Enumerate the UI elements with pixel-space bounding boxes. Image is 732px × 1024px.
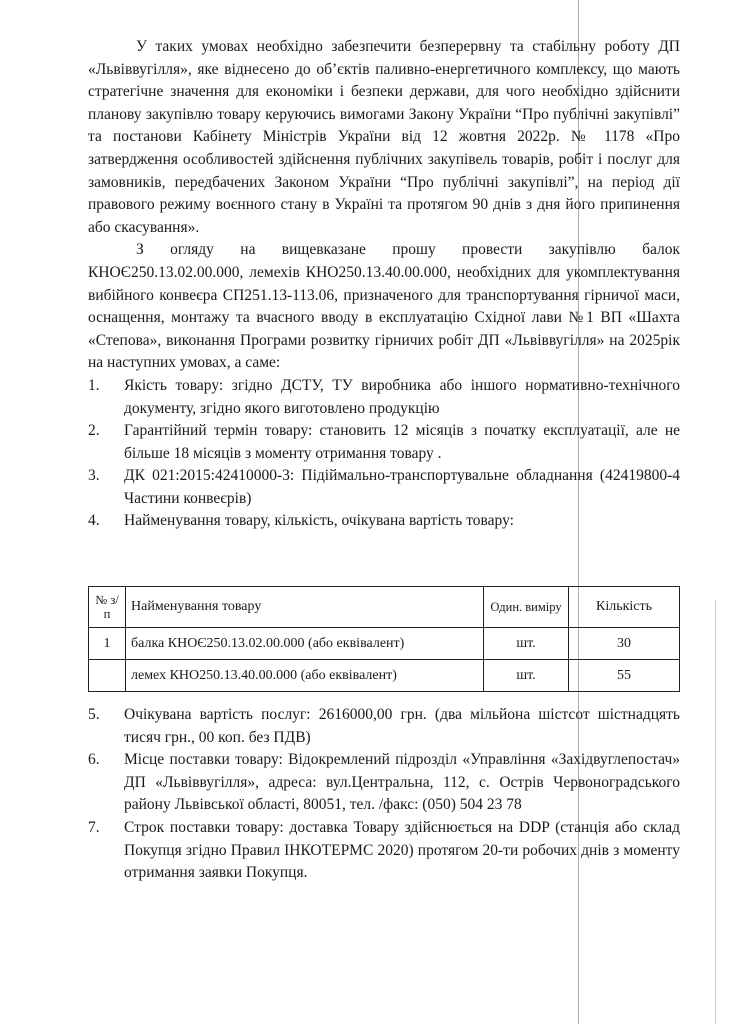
header-num: № з/п (89, 587, 126, 628)
list-text: Якість товару: згідно ДСТУ, ТУ виробника або іншого нормативно-технічного документу, згідно якого виготовлено продукцію (124, 376, 680, 417)
row-qty: 30 (569, 628, 680, 660)
row-name: балка КНОЄ250.13.02.00.000 (або еквівалент) (126, 628, 484, 660)
row-unit: шт. (484, 628, 569, 660)
list-item-5 (88, 704, 680, 749)
list-item-3 (88, 465, 680, 510)
list-item-7 (88, 817, 680, 885)
row-unit: шт. (484, 660, 569, 692)
row-name: лемех КНО250.13.40.00.000 (або еквівалент) (126, 660, 484, 692)
intro-paragraph-2: З огляду на вищевказане прошу провести закупівлю балок КНОЄ250.13.02.00.000, лемехів КНО250.13.40.00.000, необхідних для укомплектування вибійного конвеєра СП251.13-113.06, призначеного для транспортування гірничої маси, оснащення, монтажу та вчасного вводу в експлуатацію Східної лави №1 ВП «Шахта «Степова», виконання Програми розвитку гірничих робіт ДП «Львіввугілля» на 2025рік на наступних умовах, а саме: (88, 241, 680, 372)
list-number: 6. (88, 751, 100, 769)
goods-table (88, 586, 680, 692)
list-item-1 (88, 375, 680, 420)
header-qty: Кількість (569, 587, 680, 628)
list-text: Найменування товару, кількість, очікувана вартість товару: (124, 512, 514, 530)
list-text: Строк поставки товару: доставка Товару здійснюється на DDP (станція або склад Покупця згідно Правил ІНКОТЕРМС 2020) протягом 20-ти робочих днів з моменту отримання заявки Покупця. (124, 818, 680, 882)
header-unit: Один. виміру (484, 587, 569, 628)
list-number: 5. (88, 706, 100, 723)
list-number: 7. (88, 818, 100, 836)
upper-text-block (88, 36, 680, 533)
list-number: 2. (88, 422, 100, 440)
row-num (89, 660, 126, 692)
list-item-6 (88, 749, 680, 817)
intro-paragraph-1: У таких умовах необхідно забезпечити безперервну та стабільну роботу ДП «Львіввугілля», яке віднесено до об’єктів паливно-енергетичного комплексу, що мають стратегічне значення для економіки і безпеки держави, для чого необхідно здійснити планову закупівлю товару керуючись вимогами Закону України “Про публічні закупівлі” та постанови Кабінету Міністрів України від 12 жовтня 2022р. № 1178 «Про затвердження особливостей здійснення публічних закупівель товарів, робіт і послуг для замовників, передбачених Законом України “Про публічні закупівлі”, на період дії правового режиму воєнного стану в Україні та протягом 90 днів з дня його припинення або скасування». (88, 38, 680, 236)
header-name: Найменування товару (126, 587, 484, 628)
row-qty: 55 (569, 660, 680, 692)
table-row (89, 628, 680, 660)
table-header-row (89, 587, 680, 628)
list-text: Очікувана вартість послуг: 2616000,00 грн. (два мільйона шістсот шістнадцять тисяч грн., 00 коп. без ПДВ) (124, 706, 680, 746)
lower-text-block (88, 704, 680, 885)
list-text: Гарантійний термін товару: становить 12 місяців з початку експлуатації, але не більше 18 місяців з моменту отримання товару . (124, 422, 680, 462)
list-item-2 (88, 420, 680, 465)
list-text: ДК 021:2015:42410000-3: Підіймально-транспортувальне обладнання (42419800-4 Частини конвеєрів) (124, 467, 680, 507)
list-text: Місце поставки товару: Відокремлений підрозділ «Управління «Західвуглепостач» ДП «Львіввугілля», адреса: вул.Центральна, 112, с. Острів Червоноградського району Львівської області, 80051, тел. /факс: (050) 504 23 78 (124, 751, 680, 814)
list-item-4 (88, 510, 680, 533)
list-number: 4. (88, 512, 100, 530)
scan-edge-line (715, 600, 716, 1024)
row-num: 1 (89, 628, 126, 660)
list-number: 3. (88, 467, 100, 485)
table-row (89, 660, 680, 692)
list-number: 1. (88, 376, 100, 394)
